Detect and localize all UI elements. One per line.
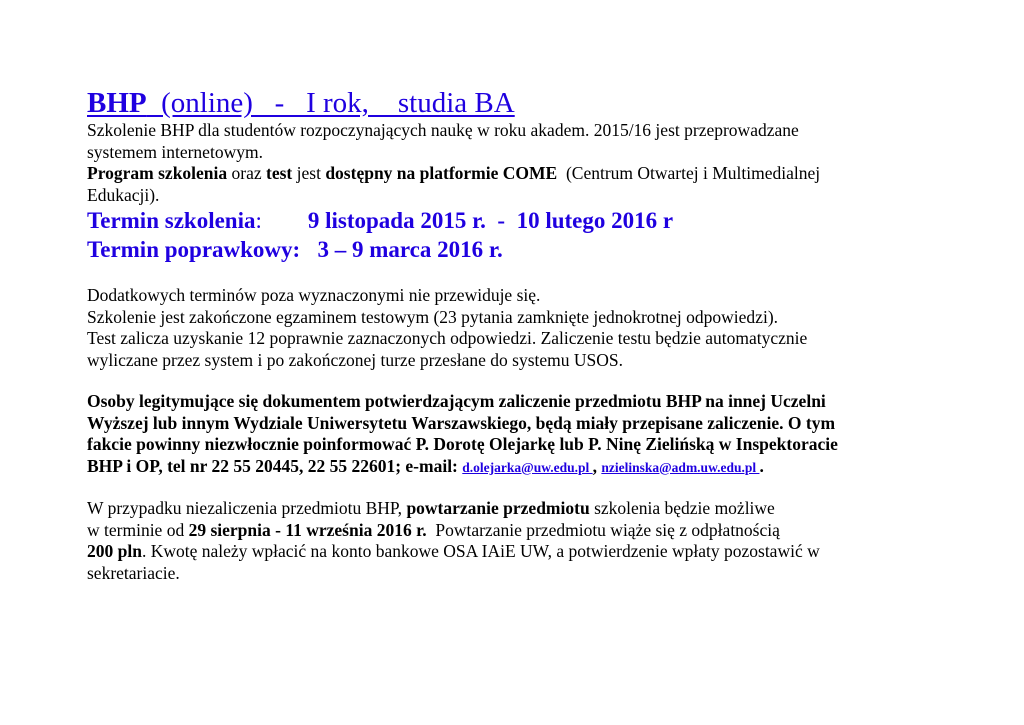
title-bhp: BHP xyxy=(87,87,147,119)
retake-line-3 xyxy=(87,541,947,563)
notice-line-1: Osoby legitymujące się dokumentem potwierdzającym zaliczenie przedmiotu BHP na innej Uczelni xyxy=(87,391,826,411)
training-term-value: 9 listopada 2015 r. - 10 lutego 2016 r xyxy=(261,208,674,233)
intro-line-3 xyxy=(87,163,947,185)
retake-text-e: . Kwotę należy wpłacić na konto bankowe OSA IAiE UW, a potwierdzenie wpłaty pozostawić w xyxy=(141,541,820,561)
oraz-text: oraz xyxy=(227,163,267,183)
jest-text: jest xyxy=(292,163,326,183)
document-page xyxy=(87,86,947,584)
info-line-1: Dodatkowych terminów poza wyznaczonymi nie przewiduje się. xyxy=(87,285,541,305)
contact-text: BHP i OP, tel nr 22 55 20445, 22 55 22601; e-mail: xyxy=(87,455,463,476)
retake-text-d: Powtarzanie przedmiotu wiąże się z odpłatnością xyxy=(426,519,780,540)
retake-text-a: W przypadku niezaliczenia przedmiotu BHP, xyxy=(87,498,407,518)
retake-line-2 xyxy=(87,520,947,542)
info-line-3: Test zalicza uzyskanie 12 poprawnie zaznaczonych odpowiedzi. Zaliczenie testu będzie automatycznie xyxy=(87,328,808,348)
centrum-text: (Centrum Otwartej i Multimedialnej xyxy=(557,163,821,183)
notice-line-4 xyxy=(87,456,947,479)
retake-dates: 29 sierpnia - 11 września 2016 r. xyxy=(188,519,427,540)
program-label: Program szkolenia xyxy=(87,163,228,183)
retake-text-b: szkolenia będzie możliwe xyxy=(589,498,775,518)
intro-line-4: Edukacji). xyxy=(87,184,160,205)
spacer xyxy=(87,478,947,498)
intro-line-2: systemem internetowym. xyxy=(87,141,263,162)
info-line-2: Szkolenie jest zakończone egzaminem testowym (23 pytania zamknięte jednokrotnej odpowiedzi). xyxy=(87,306,779,327)
training-term-colon: : xyxy=(255,208,262,233)
platform-label: dostępny na platformie COME xyxy=(325,163,558,183)
retake-text-c: w terminie od xyxy=(87,519,189,540)
test-label: test xyxy=(266,163,293,183)
retake-fee: 200 pln xyxy=(87,541,142,561)
notice-end: . xyxy=(759,455,764,476)
retake-bold-a: powtarzanie przedmiotu xyxy=(406,498,590,518)
training-term-label: Termin szkolenia xyxy=(87,208,256,233)
retake-line-1 xyxy=(87,498,947,520)
spacer xyxy=(87,264,947,285)
retake-term xyxy=(87,235,947,264)
email-separator: , xyxy=(592,455,602,476)
notice-line-3: fakcie powinny niezwłocznie poinformować P. Dorotę Olejarkę lub P. Ninę Zielińską w Inspektoracie xyxy=(87,434,838,454)
email-link-zielinska[interactable]: nzielinska@adm.uw.edu.pl xyxy=(601,459,760,475)
info-line-4: wyliczane przez system i po zakończonej turze przesłane do systemu USOS. xyxy=(87,349,624,370)
email-link-olejarka[interactable]: d.olejarka@uw.edu.pl xyxy=(462,459,593,475)
spacer xyxy=(87,371,947,391)
retake-term-value: 3 – 9 marca 2016 r. xyxy=(300,237,503,262)
notice-line-2: Wyższej lub innym Wydziale Uniwersytetu Warszawskiego, będą miały przepisane zaliczenie. O tym xyxy=(87,412,836,433)
training-term-label-wrap xyxy=(87,208,262,233)
intro-line-1: Szkolenie BHP dla studentów rozpoczynających naukę w roku akadem. 2015/16 jest przeprowadzane xyxy=(87,120,799,140)
training-term xyxy=(87,206,947,235)
retake-term-label: Termin poprawkowy: xyxy=(87,237,301,262)
document-title xyxy=(87,86,947,120)
title-rest: (online) - I rok, studia BA xyxy=(146,87,515,119)
retake-line-4: sekretariacie. xyxy=(87,562,180,583)
